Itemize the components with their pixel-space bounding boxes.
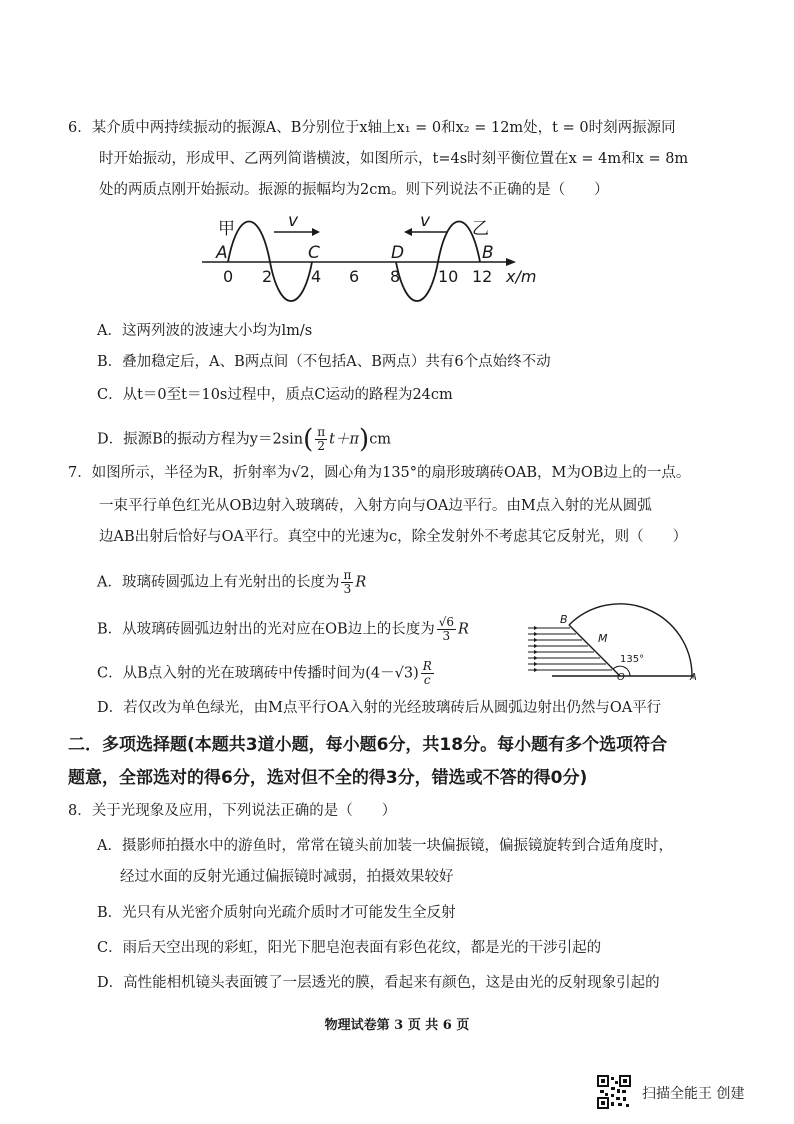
q6-stem-line1: 6．某介质中两持续振动的振源A、B分别位于x轴上x₁ = 0和x₂ = 12m处，t = 0时刻两振源同 xyxy=(68,120,676,136)
q6-wave-figure xyxy=(200,210,540,310)
q7-option-a: A．玻璃砖圆弧边上有光射出的长度为 $\frac{\pi}{3}$ R xyxy=(97,568,367,596)
ray-arrowheads xyxy=(534,626,538,672)
q6-option-c: C．从t＝0至t＝10s过程中，质点C运动的路程为24cm xyxy=(97,387,453,403)
edge-OB xyxy=(569,625,620,676)
v-label-2: v xyxy=(420,211,431,231)
tick-4: 4 xyxy=(311,267,322,286)
q7-option-d: D．若仅改为单色绿光，由M点平行OA入射的光经玻璃砖后从圆弧边射出仍然与OA平行 xyxy=(97,700,662,716)
section2-heading-line1: 二．多项选择题(本题共3道小题，每小题6分，共18分。每小题有多个选项符合 xyxy=(68,735,668,755)
q7-option-c: C．从B点入射的光在玻璃砖中传播时间为(4－√3) $\frac{R}{c}$ xyxy=(97,659,432,687)
label-D: D xyxy=(391,243,405,263)
arc-AB xyxy=(569,604,692,676)
x-axis-label: x/m xyxy=(506,267,537,286)
q8-option-c: C．雨后天空出现的彩虹，阳光下肥皂泡表面有彩色花纹，都是光的干涉引起的 xyxy=(97,940,602,956)
label-B: B xyxy=(482,243,494,263)
q6-stem-line3: 处的两质点刚开始振动。振源的振幅均为2cm。则下列说法不正确的是（ ） xyxy=(99,182,609,198)
q6-option-a: A．这两列波的波速大小均为lm/s xyxy=(97,323,313,339)
tick-2: 2 xyxy=(262,267,273,286)
tick-6: 6 xyxy=(349,267,360,286)
q8-stem: 8．关于光现象及应用，下列说法正确的是（ ） xyxy=(68,803,397,819)
label-M: M xyxy=(598,632,608,645)
label-A: A xyxy=(216,243,228,263)
page-footer: 物理试卷第 3 页 共 6 页 xyxy=(324,1018,470,1033)
qr-code-icon xyxy=(597,1075,631,1109)
v-label-1: v xyxy=(288,211,299,231)
tick-10: 10 xyxy=(438,267,459,286)
label-B: B xyxy=(560,613,568,626)
scanner-watermark: 扫描全能王 创建 xyxy=(642,1086,745,1102)
q6-option-b: B．叠加稳定后，A、B两点间（不包括A、B两点）共有6个点始终不动 xyxy=(97,354,551,370)
q7-stem-line1: 7．如图所示，半径为R，折射率为√2，圆心角为135°的扇形玻璃砖OAB，M为OB边上的一点。 xyxy=(68,465,691,481)
q6-stem-line2: 时开始振动，形成甲、乙两列简谐横波，如图所示，t=4s时刻平衡位置在x = 4m和x = 8m xyxy=(99,151,689,167)
label-O: O xyxy=(617,672,625,683)
q7-sector-figure xyxy=(512,596,702,682)
label-C: C xyxy=(308,243,320,263)
q7-stem-line3: 边AB出射后恰好与OA平行。真空中的光速为c，除全发射外不考虑其它反射光，则（ ） xyxy=(99,529,688,545)
q7-option-b: B．从玻璃砖圆弧边射出的光对应在OB边上的长度为 $\frac{√6}{3}$ R xyxy=(97,615,469,643)
label-jia: 甲 xyxy=(218,219,235,239)
tick-0: 0 xyxy=(223,267,234,286)
q8-option-b: B．光只有从光密介质射向光疏介质时才可能发生全反射 xyxy=(97,905,456,921)
label-angle: 135° xyxy=(620,654,645,665)
tick-8: 8 xyxy=(390,267,401,286)
q8-option-d: D．高性能相机镜头表面镀了一层透光的膜，看起来有颜色，这是由光的反射现象引起的 xyxy=(97,975,660,991)
q6-option-d: D．振源B的振动方程为y＝2sin( $\frac{\pi}{2}$ t＋π)cm xyxy=(97,424,392,455)
section2-heading-line2: 题意，全部选对的得6分，选对但不全的得3分，错选或不答的得0分) xyxy=(68,768,588,788)
label-A: A xyxy=(690,672,697,683)
tick-12: 12 xyxy=(472,267,493,286)
q8-option-a-line1: A．摄影师拍摄水中的游鱼时，常常在镜头前加装一块偏振镜，偏振镜旋转到合适角度时， xyxy=(97,838,673,854)
q8-option-a-line2: 经过水面的反射光通过偏振镜时减弱，拍摄效果较好 xyxy=(120,869,454,885)
x-axis-arrow xyxy=(506,258,516,266)
label-yi: 乙 xyxy=(472,219,489,239)
q7-stem-line2: 一束平行单色红光从OB边射入玻璃砖，入射方向与OA边平行。由M点入射的光从圆弧 xyxy=(99,498,652,514)
